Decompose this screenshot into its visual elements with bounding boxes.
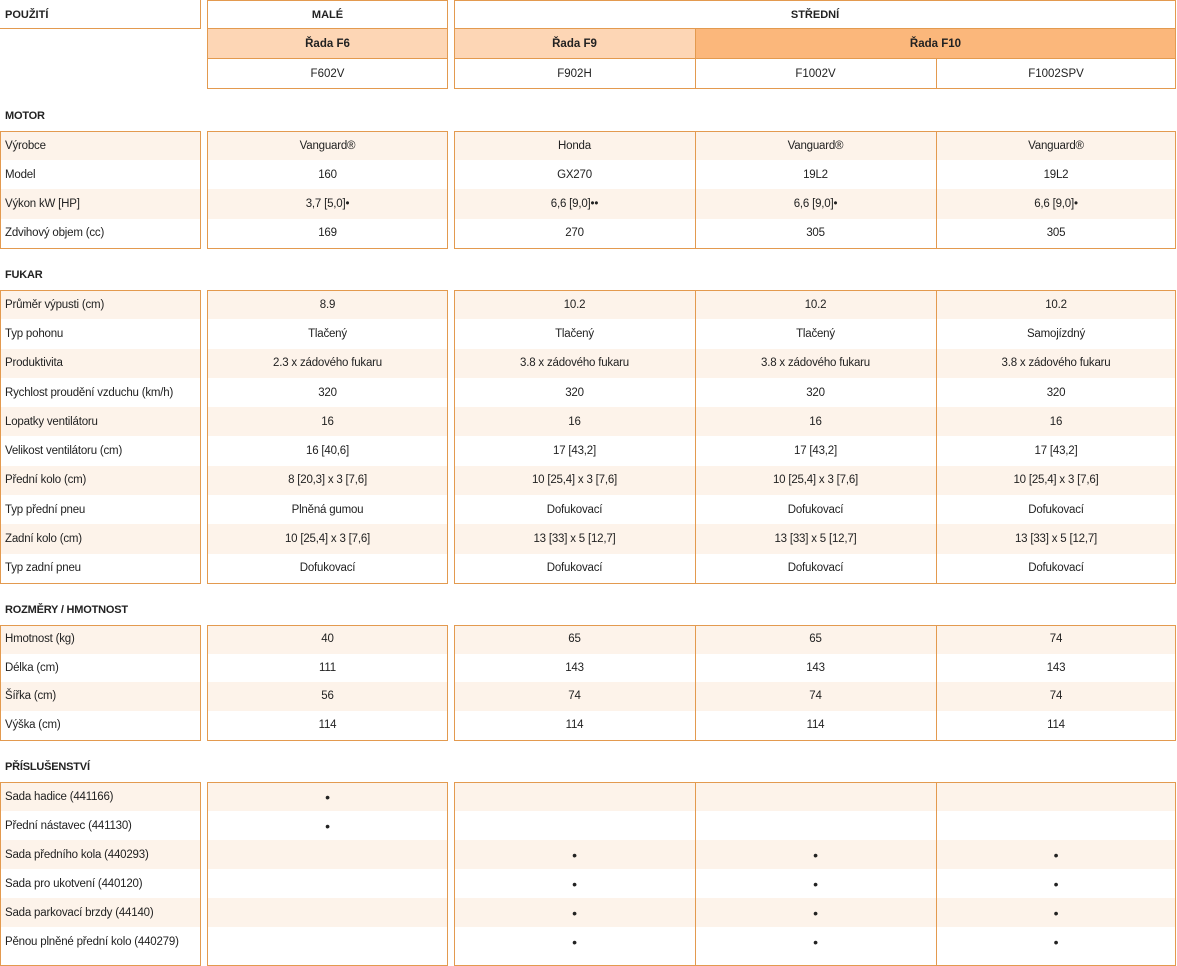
section-title: MOTOR — [5, 110, 45, 122]
table-row — [0, 349, 1177, 378]
value-cell: • — [325, 817, 330, 834]
value-cell: • — [695, 840, 936, 869]
value-cell: Honda — [454, 131, 695, 160]
value-cell: • — [695, 898, 936, 927]
value-cell: • — [936, 898, 1176, 927]
value-cell: Vanguard® — [936, 131, 1176, 160]
table-row — [0, 131, 1177, 160]
value-cell: 10 [25,4] x 3 [7,6] — [207, 524, 448, 553]
value-cell: 111 — [319, 661, 336, 674]
value-cell: 74 — [936, 625, 1176, 654]
row-label: Lopatky ventilátoru — [0, 407, 201, 436]
value-cell: 114 — [318, 719, 337, 731]
value-cell: Dofukovací — [1028, 562, 1084, 575]
table-row — [0, 840, 1177, 869]
value-cell: 10 [25,4] x 3 [7,6] — [695, 466, 936, 495]
value-cell: 16 [40,6] — [306, 445, 349, 458]
row-label: Zdvihový objem (cc) — [5, 227, 105, 240]
row-label: Typ pohonu — [5, 327, 64, 340]
row-label: Výška (cm) — [5, 719, 61, 731]
value-cell: 10.2 — [695, 290, 936, 319]
row-label: Typ přední pneu — [5, 503, 86, 516]
row-label: Velikost ventilátoru (cm) — [5, 445, 123, 458]
value-cell: • — [572, 933, 577, 950]
section-title: FUKAR — [5, 269, 43, 281]
table-row — [0, 782, 1177, 811]
value-cell: Tlačený — [796, 327, 835, 340]
value-cell: 74 — [936, 682, 1176, 711]
value-cell: 40 — [207, 625, 448, 654]
value-cell: 6,6 [9,0]•• — [454, 189, 695, 219]
value-cell — [207, 840, 448, 869]
value-cell: • — [936, 840, 1176, 869]
value-cell: • — [813, 933, 818, 950]
value-cell: 13 [33] x 5 [12,7] — [454, 524, 695, 553]
value-cell: 320 — [565, 386, 584, 399]
value-cell — [936, 782, 1176, 811]
value-cell: 10.2 — [454, 290, 695, 319]
series-f6: Řada F6 — [207, 29, 448, 58]
row-label: Sada hadice (441166) — [0, 782, 201, 811]
value-cell: 16 — [695, 407, 936, 436]
table-row — [0, 160, 1177, 189]
value-cell: 8.9 — [207, 290, 448, 319]
value-cell: 6,6 [9,0]• — [936, 189, 1176, 219]
value-cell: • — [207, 782, 448, 811]
table-row — [0, 466, 1177, 495]
value-cell: • — [454, 840, 695, 869]
value-cell: 143 — [806, 661, 825, 674]
value-cell: 13 [33] x 5 [12,7] — [936, 524, 1176, 553]
row-label: Šířka (cm) — [0, 682, 201, 711]
value-cell: 17 [43,2] — [1034, 445, 1078, 458]
value-cell: Tlačený — [555, 327, 594, 340]
table-row — [0, 898, 1177, 927]
value-cell — [695, 782, 936, 811]
value-cell: 114 — [565, 719, 584, 731]
value-cell: 65 — [695, 625, 936, 654]
row-label: Přední nástavec (441130) — [5, 819, 132, 832]
row-label: Délka (cm) — [5, 661, 59, 674]
header-medium-label: STŘEDNÍ — [790, 8, 840, 21]
value-cell: 320 — [806, 386, 825, 399]
value-cell: 56 — [207, 682, 448, 711]
row-label: Typ zadní pneu — [5, 562, 81, 575]
value-cell: Vanguard® — [695, 131, 936, 160]
model-f902h: F902H — [557, 67, 592, 80]
value-cell: Dofukovací — [787, 562, 844, 575]
table-row — [0, 524, 1177, 553]
table-row — [0, 927, 1177, 956]
value-cell: 16 — [207, 407, 448, 436]
value-cell: Vanguard® — [207, 131, 448, 160]
model-f602v: F602V — [310, 67, 345, 80]
row-label: Přední kolo (cm) — [0, 466, 201, 495]
value-cell: 160 — [318, 168, 337, 181]
section-title: ROZMĚRY / HMOTNOST — [5, 604, 128, 616]
value-cell: 270 — [565, 227, 584, 240]
row-label: Sada parkovací brzdy (44140) — [0, 898, 201, 927]
table-row — [0, 554, 1177, 583]
value-cell: Samojízdný — [1026, 327, 1086, 340]
table-row — [0, 811, 1177, 840]
value-cell: 3.8 x zádového fukaru — [936, 349, 1176, 378]
row-label: Model — [5, 168, 36, 181]
table-row — [0, 711, 1177, 740]
header-usage-label: POUŽITÍ — [5, 8, 49, 21]
row-label: Výkon kW [HP] — [0, 189, 201, 219]
value-cell: 13 [33] x 5 [12,7] — [695, 524, 936, 553]
value-cell — [207, 927, 448, 956]
value-cell: 169 — [318, 227, 337, 240]
row-label: Sada pro ukotvení (440120) — [5, 877, 143, 890]
value-cell: • — [813, 875, 818, 892]
series-f10: Řada F10 — [695, 29, 1176, 58]
value-cell — [936, 811, 1176, 840]
row-label: Hmotnost (kg) — [0, 625, 201, 654]
value-cell: 74 — [695, 682, 936, 711]
value-cell: 17 [43,2] — [553, 445, 596, 458]
value-cell — [454, 811, 695, 840]
value-cell: 320 — [1046, 386, 1066, 399]
value-cell — [695, 811, 936, 840]
value-cell: 19L2 — [803, 168, 828, 181]
row-label: Pěnou plněné přední kolo (440279) — [5, 935, 179, 948]
value-cell: 114 — [806, 719, 825, 731]
value-cell: 3.8 x zádového fukaru — [454, 349, 695, 378]
row-label: Sada předního kola (440293) — [0, 840, 201, 869]
value-cell: 114 — [1047, 719, 1065, 731]
value-cell: GX270 — [557, 168, 592, 181]
value-cell: 10 [25,4] x 3 [7,6] — [454, 466, 695, 495]
value-cell: 74 — [454, 682, 695, 711]
value-cell: Dofukovací — [546, 562, 603, 575]
value-cell: Dofukovací — [546, 503, 603, 516]
value-cell: 65 — [454, 625, 695, 654]
row-label: Výrobce — [0, 131, 201, 160]
value-cell: Dofukovací — [299, 562, 356, 575]
value-cell: 143 — [565, 661, 584, 674]
value-cell: 19L2 — [1043, 168, 1069, 181]
table-row — [0, 869, 1177, 898]
header-small-label: MALÉ — [311, 8, 344, 21]
value-cell: • — [1053, 933, 1059, 950]
value-cell: Dofukovací — [1028, 503, 1084, 516]
value-cell — [207, 898, 448, 927]
table-row — [0, 407, 1177, 436]
value-cell: Dofukovací — [787, 503, 844, 516]
value-cell — [207, 869, 448, 898]
model-f1002spv: F1002SPV — [1028, 67, 1084, 80]
table-row — [0, 290, 1177, 319]
value-cell: • — [454, 898, 695, 927]
value-cell: 320 — [318, 386, 337, 399]
value-cell: • — [1053, 875, 1059, 892]
row-label: Zadní kolo (cm) — [0, 524, 201, 553]
table-row — [0, 437, 1177, 466]
value-cell — [454, 782, 695, 811]
series-f9: Řada F9 — [454, 29, 695, 58]
table-row — [0, 495, 1177, 524]
value-cell: 8 [20,3] x 3 [7,6] — [207, 466, 448, 495]
table-row — [0, 654, 1177, 683]
value-cell: 17 [43,2] — [794, 445, 837, 458]
table-row — [0, 682, 1177, 711]
row-label: Průměr výpusti (cm) — [0, 290, 201, 319]
row-label: Produktivita — [0, 349, 201, 378]
table-row — [0, 189, 1177, 219]
value-cell: 10.2 — [936, 290, 1176, 319]
table-row — [0, 378, 1177, 407]
value-cell: 2.3 x zádového fukaru — [207, 349, 448, 378]
value-cell: 3.8 x zádového fukaru — [695, 349, 936, 378]
row-label: Rychlost proudění vzduchu (km/h) — [5, 386, 174, 399]
value-cell: 143 — [1046, 661, 1066, 674]
value-cell: 10 [25,4] x 3 [7,6] — [936, 466, 1176, 495]
table-row — [0, 625, 1177, 654]
model-f1002v: F1002V — [795, 67, 836, 80]
table-row — [0, 319, 1177, 348]
table-row — [0, 219, 1177, 249]
value-cell: 305 — [806, 227, 825, 240]
value-cell: 16 — [454, 407, 695, 436]
value-cell: • — [572, 875, 577, 892]
value-cell: 3,7 [5,0]• — [207, 189, 448, 219]
value-cell: 6,6 [9,0]• — [695, 189, 936, 219]
value-cell: 305 — [1046, 227, 1066, 240]
value-cell: Plněná gumou — [291, 503, 364, 516]
value-cell: Tlačený — [308, 327, 347, 340]
value-cell: 16 — [936, 407, 1176, 436]
section-title: PŘÍSLUŠENSTVÍ — [5, 761, 90, 773]
